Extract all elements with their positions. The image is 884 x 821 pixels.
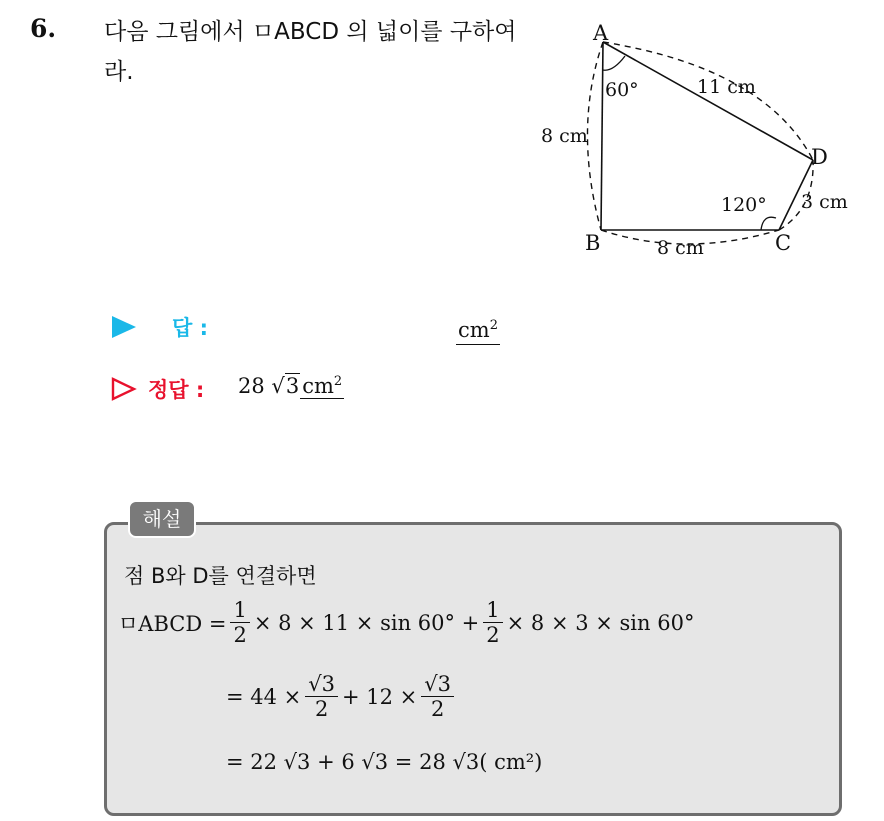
correct-unit <box>300 374 344 399</box>
side-ab-label: 8 cm <box>541 125 588 147</box>
sqrt3-fraction-2 <box>421 672 454 721</box>
line3-b: + 12 × <box>342 684 418 709</box>
correct-coef: 28 <box>238 374 265 398</box>
angle-a-arc <box>603 56 625 70</box>
question-number: 6. <box>30 14 57 43</box>
solution-tab: 해설 <box>128 500 196 538</box>
sqrt3-fraction-1 <box>305 672 338 721</box>
correct-label: 정답 : <box>148 378 205 402</box>
question-text: 다음 그림에서 ㅁABCD 의 넓이를 구하여라. <box>104 19 517 85</box>
half-num-2: 1 <box>483 598 502 623</box>
answer-unit-exp: 2 <box>489 318 498 333</box>
correct-unit-exp: 2 <box>333 374 343 389</box>
side-ad-label: 11 cm <box>697 76 756 98</box>
solution-line-4: = 22 √3 + 6 √3 = 28 √3( cm²) <box>226 750 543 774</box>
play-arrow-icon <box>110 314 138 340</box>
half-den-1: 2 <box>233 623 247 647</box>
vertex-d-label: D <box>811 145 828 169</box>
sqrt3-den-2: 2 <box>430 697 445 721</box>
side-bc-label: 8 cm <box>657 237 704 259</box>
quadrilateral-figure <box>525 18 855 268</box>
solution-line-3 <box>226 672 458 721</box>
angle-a-label: 60° <box>605 79 639 101</box>
answer-row <box>110 312 530 346</box>
outline-arrow-icon <box>110 376 138 402</box>
correct-unit-text: cm <box>302 374 334 398</box>
correct-value <box>238 374 344 398</box>
side-da <box>603 42 813 160</box>
angle-c-arc <box>761 217 776 230</box>
correct-answer-row <box>110 372 530 406</box>
correct-sqrt: √3 <box>271 374 300 398</box>
sqrt3-den-1: 2 <box>314 697 329 721</box>
line2-term2: × 8 × 3 × sin 60° <box>506 610 695 635</box>
line3-a: = 44 × <box>226 684 302 709</box>
line2-term1: × 8 × 11 × sin 60° + <box>253 610 480 635</box>
answer-unit-text: cm <box>458 318 490 342</box>
sqrt3-num-2: √3 <box>421 672 454 697</box>
vertex-c-label: C <box>775 231 792 255</box>
answer-unit <box>456 312 500 345</box>
half-den-2: 2 <box>486 623 500 647</box>
solution-line-2 <box>118 598 694 647</box>
vertex-a-label: A <box>593 21 609 45</box>
vertex-b-label: B <box>585 231 601 255</box>
sqrt3-num-1: √3 <box>305 672 338 697</box>
answer-label: 답 : <box>172 316 208 340</box>
half-fraction-1 <box>230 598 249 647</box>
solution-line-1: 점 B와 D를 연결하면 <box>124 564 317 588</box>
half-num-1: 1 <box>230 598 249 623</box>
angle-c-label: 120° <box>721 194 767 216</box>
half-fraction-2 <box>483 598 502 647</box>
line2-lhs: ㅁABCD = <box>118 611 227 636</box>
correct-radicand: 3 <box>285 374 300 398</box>
side-cd-label: 3 cm <box>801 191 848 213</box>
